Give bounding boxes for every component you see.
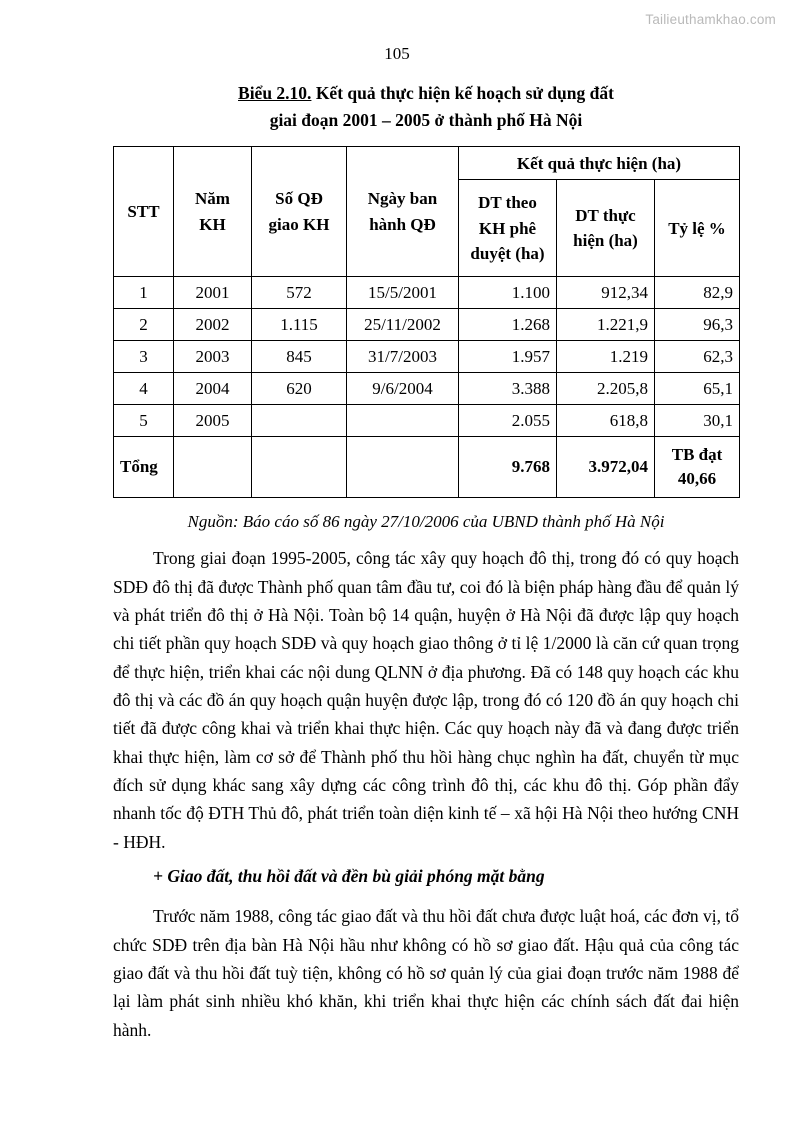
header-ty-le-phan-tram: Tỷ lệ % <box>655 180 740 277</box>
cell-total-label: Tổng <box>114 437 174 498</box>
cell-total-ngay-ban-hanh <box>347 437 459 498</box>
cell-dt-thuc-hien: 1.219 <box>557 341 655 373</box>
cell-dt-theo-kh: 1.268 <box>459 309 557 341</box>
caption-title: Kết quả thực hiện kế hoạch sử dụng đất <box>311 83 614 103</box>
cell-so-qd: 845 <box>252 341 347 373</box>
caption-line-2: giai đoạn 2001 – 2005 ở thành phố Hà Nội <box>269 110 583 131</box>
cell-dt-thuc-hien: 912,34 <box>557 277 655 309</box>
cell-nam-kh: 2001 <box>174 277 252 309</box>
cell-total-nam-kh <box>174 437 252 498</box>
cell-ty-le: 62,3 <box>655 341 740 373</box>
header-ngay-ban-hanh-qd: Ngày ban hành QĐ <box>347 147 459 277</box>
cell-stt: 2 <box>114 309 174 341</box>
land-use-plan-table <box>113 146 740 498</box>
cell-dt-theo-kh: 3.388 <box>459 373 557 405</box>
cell-dt-theo-kh: 1.100 <box>459 277 557 309</box>
cell-total-so-qd <box>252 437 347 498</box>
cell-ty-le: 30,1 <box>655 405 740 437</box>
watermark: Tailieuthamkhao.com <box>645 12 776 27</box>
cell-so-qd: 620 <box>252 373 347 405</box>
table-row <box>114 405 740 437</box>
header-so-qd-giao-kh: Số QĐ giao KH <box>252 147 347 277</box>
cell-dt-theo-kh: 2.055 <box>459 405 557 437</box>
table-header-row-1 <box>114 147 740 180</box>
cell-ngay-ban-hanh: 25/11/2002 <box>347 309 459 341</box>
table-caption <box>113 80 739 134</box>
cell-nam-kh: 2003 <box>174 341 252 373</box>
source-note: Nguồn: Báo cáo số 86 ngày 27/10/2006 của UBND thành phố Hà Nội <box>187 512 665 532</box>
cell-ngay-ban-hanh: 31/7/2003 <box>347 341 459 373</box>
cell-total-dt-theo-kh: 9.768 <box>459 437 557 498</box>
total-ty-le-line1: TB đạt <box>671 444 723 464</box>
page-content <box>113 80 739 1044</box>
page-number: 105 <box>384 44 410 63</box>
table-row <box>114 341 740 373</box>
cell-nam-kh: 2004 <box>174 373 252 405</box>
cell-ty-le: 82,9 <box>655 277 740 309</box>
cell-so-qd <box>252 405 347 437</box>
cell-nam-kh: 2005 <box>174 405 252 437</box>
cell-ngay-ban-hanh: 9/6/2004 <box>347 373 459 405</box>
body-paragraph-1: Trong giai đoạn 1995-2005, công tác xây quy hoạch đô thị, trong đó có quy hoạch SDĐ đô thị đã được Thành phố quan tâm đầu tư, coi đó là biện pháp hàng đầu để quản lý và phát triển đô thị ở Hà Nội. Toàn bộ 14 quận, huyện ở Hà Nội đã được lập quy hoạch chi tiết phần quy hoạch SDĐ và quy hoạch giao thông ở tỉ lệ 1/2000 là căn cứ quan trọng để thực hiện, triển khai các nội dung QLNN ở địa phương. Đã có 148 quy hoạch các khu đô thị và các đồ án quy hoạch quận huyện được lập, trong đó có 120 đồ án quy hoạch chi tiết đã được công khai và triển khai thực hiện. Các quy hoạch này đã và đang được triển khai thực hiện, làm cơ sở để Thành phố thu hồi hàng chục nghìn ha đất, chuyển từ mục đích sử dụng khác sang xây dựng các công trình đô thị, các khu đô thị. Góp phần đẩy nhanh tốc độ ĐTH Thủ đô, phát triển toàn diện kinh tế – xã hội Hà Nội theo hướng CNH - HĐH. <box>113 548 739 852</box>
table-row <box>114 309 740 341</box>
table-row <box>114 277 740 309</box>
cell-dt-theo-kh: 1.957 <box>459 341 557 373</box>
table-row <box>114 373 740 405</box>
cell-ty-le: 65,1 <box>655 373 740 405</box>
cell-ty-le: 96,3 <box>655 309 740 341</box>
table-total-row <box>114 437 740 498</box>
cell-dt-thuc-hien: 618,8 <box>557 405 655 437</box>
cell-so-qd: 1.115 <box>252 309 347 341</box>
header-dt-thuc-hien: DT thực hiện (ha) <box>557 180 655 277</box>
header-stt: STT <box>114 147 174 277</box>
cell-total-ty-le <box>655 437 740 498</box>
cell-ngay-ban-hanh: 15/5/2001 <box>347 277 459 309</box>
cell-stt: 5 <box>114 405 174 437</box>
cell-total-dt-thuc-hien: 3.972,04 <box>557 437 655 498</box>
total-ty-le-line2: 40,66 <box>677 469 717 489</box>
cell-stt: 4 <box>114 373 174 405</box>
cell-dt-thuc-hien: 1.221,9 <box>557 309 655 341</box>
cell-stt: 1 <box>114 277 174 309</box>
header-nam-kh: Năm KH <box>174 147 252 277</box>
header-ket-qua-thuc-hien-group: Kết quả thực hiện (ha) <box>459 147 740 180</box>
body-paragraph-2: Trước năm 1988, công tác giao đất và thu hồi đất chưa được luật hoá, các đơn vị, tổ chức SDĐ trên địa bàn Hà Nội hầu như không có hồ sơ giao đất. Hậu quả của công tác giao đất và thu hồi đất tuỳ tiện, không có hồ sơ quản lý của giai đoạn trước năm 1988 để lại làm phát sinh nhiều khó khăn, khi triển khai thực hiện các chính sách đất đai hiện hành. <box>113 906 739 1040</box>
cell-stt: 3 <box>114 341 174 373</box>
cell-dt-thuc-hien: 2.205,8 <box>557 373 655 405</box>
cell-nam-kh: 2002 <box>174 309 252 341</box>
body-subheading: + Giao đất, thu hồi đất và đền bù giải phóng mặt bằng <box>153 866 545 887</box>
header-dt-theo-kh-phe-duyet: DT theo KH phê duyệt (ha) <box>459 180 557 277</box>
cell-so-qd: 572 <box>252 277 347 309</box>
caption-label: Biểu 2.10. <box>238 83 312 103</box>
cell-ngay-ban-hanh <box>347 405 459 437</box>
